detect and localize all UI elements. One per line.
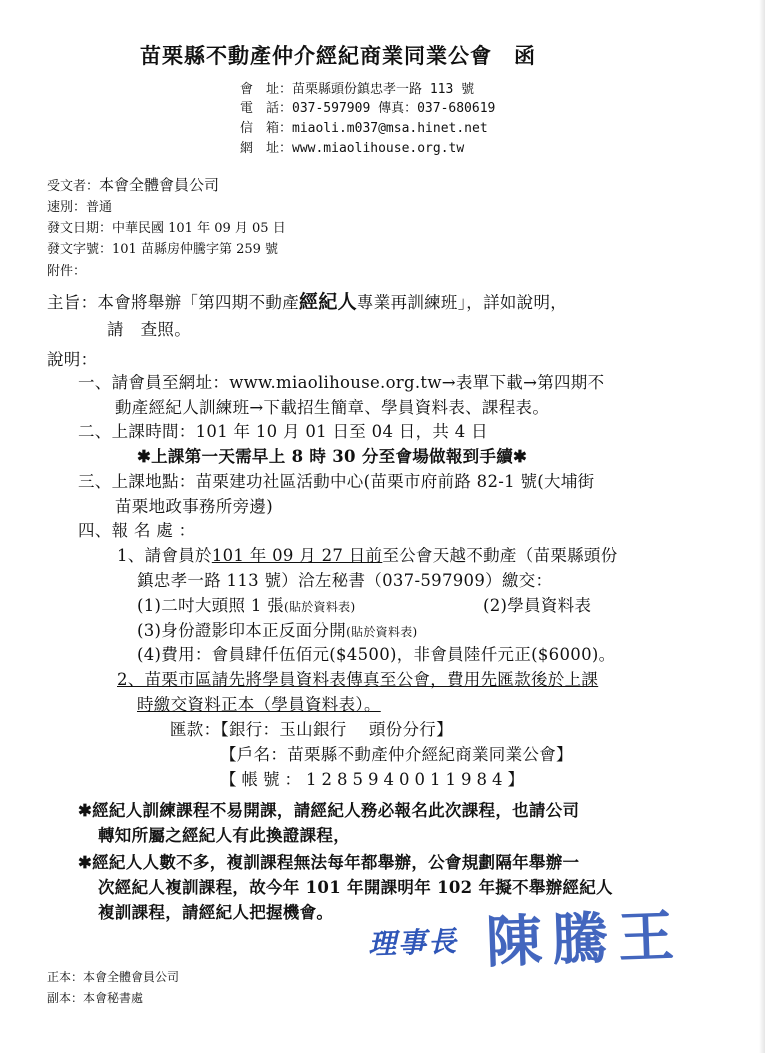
note-1-line-1: ✱經紀人訓練課程不易開課，請經紀人務必報名此次課程，也請公司 bbox=[78, 801, 580, 820]
subject-emphasis: 經紀人 bbox=[299, 291, 357, 313]
subject-line-2: 請 查照。 bbox=[107, 320, 191, 339]
requirement-photo-note: (貼於資料表) bbox=[283, 600, 356, 614]
registration-2-line-1: 2、苗栗市區請先將學員資料表傳真至公會，費用先匯款後於上課 bbox=[117, 670, 599, 689]
chairman-title: 理事長 bbox=[367, 924, 459, 961]
subject-part2: 專業再訓練班」，詳如說明， bbox=[356, 293, 568, 312]
speed-line: 速別：普通 bbox=[47, 200, 113, 215]
account-name: 【戶名：苗栗縣不動產仲介經紀商業同業公會】 bbox=[220, 745, 573, 764]
registration-1-line-1 bbox=[117, 542, 618, 566]
recipient: 本會全體會員公司 bbox=[99, 176, 220, 194]
explain-item-1-line-1: 一、請會員至網址：www.miaolihouse.org.tw→表單下載→第四期不 bbox=[78, 373, 605, 392]
requirement-id-copy bbox=[137, 617, 418, 641]
note-2-line-1: ✱經紀人人數不多，複訓課程無法每年都舉辦，公會規劃隔年舉辦一 bbox=[78, 853, 580, 872]
registration-1-line-2: 鎮忠孝一路 113 號）洽左秘書（037-597909）繳交： bbox=[137, 571, 553, 590]
note-2-line-2: 次經紀人複訓課程，故今年 101 年開課明年 102 年擬不舉辦經紀人 bbox=[98, 878, 613, 897]
attachment-line: 附件： bbox=[47, 264, 87, 279]
subject-line bbox=[47, 287, 567, 314]
explain-item-2: 二、上課時間：101 年 10 月 01 日至 04 日，共 4 日 bbox=[78, 422, 488, 441]
registration-1-suffix: 至公會天越不動產（苗栗縣頭份 bbox=[382, 546, 618, 565]
explain-item-1-line-2: 動產經紀人訓練班→下載招生簡章、學員資料表、課程表。 bbox=[115, 398, 550, 417]
reference-line: 發文字號：101 苗縣房仲騰字第 259 號 bbox=[47, 242, 279, 257]
explain-item-3-line-2: 苗栗地政事務所旁邊) bbox=[115, 497, 273, 516]
requirement-photo bbox=[137, 592, 355, 616]
document-title: 苗栗縣不動產仲介經紀商業同業公會 函 bbox=[140, 44, 536, 68]
contact-email: 信 箱：miaoli.m037@msa.hinet.net bbox=[240, 121, 488, 136]
contact-website: 網 址：www.miaolihouse.org.tw bbox=[240, 141, 465, 156]
footer-original: 正本：本會全體會員公司 bbox=[47, 970, 180, 984]
contact-address: 會 址：苗栗縣頭份鎮忠孝一路 113 號 bbox=[240, 82, 475, 97]
date-line: 發文日期：中華民國 101 年 09 月 05 日 bbox=[47, 221, 286, 236]
explain-item-3-line-1: 三、上課地點：苗栗建功社區活動中心(苗栗市府前路 82-1 號(大埔街 bbox=[78, 472, 595, 491]
requirement-photo-text: (1)二吋大頭照 1 張 bbox=[137, 596, 284, 615]
scan-edge bbox=[759, 0, 765, 1053]
chairman-signature-stamp bbox=[367, 897, 704, 979]
remittance-bank bbox=[170, 716, 453, 740]
contact-phone: 電 話：037-597909 傳真：037-680619 bbox=[240, 101, 496, 116]
remittance-label: 匯款： bbox=[170, 720, 221, 739]
recipient-label: 受文者： bbox=[47, 179, 100, 194]
requirement-fee: (4)費用：會員肆仟伍佰元($4500)，非會員陸仟元正($6000)。 bbox=[137, 645, 616, 664]
registration-2-line-2: 時繳交資料正本（學員資料表）。 bbox=[137, 695, 381, 714]
explain-label: 說明： bbox=[47, 350, 98, 369]
footer-copy: 副本：本會秘書處 bbox=[47, 991, 144, 1005]
requirement-id-copy-note: (貼於資料表) bbox=[346, 625, 418, 639]
subject-part1: 本會將舉辦「第四期不動產 bbox=[97, 293, 300, 312]
recipient-line bbox=[47, 174, 219, 195]
requirement-id-copy-text: (3)身份證影印本正反面分開 bbox=[137, 621, 347, 640]
explain-item-2-note: ✱上課第一天需早上 8 時 30 分至會場做報到手續✱ bbox=[137, 447, 528, 466]
chairman-name: 陳騰王 bbox=[484, 902, 686, 976]
registration-1-prefix: 1、請會員於 bbox=[117, 546, 212, 565]
note-2-line-3: 複訓課程，請經紀人把握機會。 bbox=[98, 903, 334, 922]
registration-deadline: 101 年 09 月 27 日前 bbox=[211, 546, 383, 565]
subject-label: 主旨： bbox=[47, 293, 98, 312]
note-1-line-2: 轉知所屬之經紀人有此換證課程， bbox=[98, 826, 350, 845]
account-number: 【帳號：1285940011984】 bbox=[220, 770, 529, 789]
bank-info: 【銀行：玉山銀行 頭份分行】 bbox=[220, 720, 453, 739]
requirement-form: (2)學員資料表 bbox=[483, 596, 592, 615]
explain-item-4: 四、報 名 處 ： bbox=[78, 521, 196, 540]
